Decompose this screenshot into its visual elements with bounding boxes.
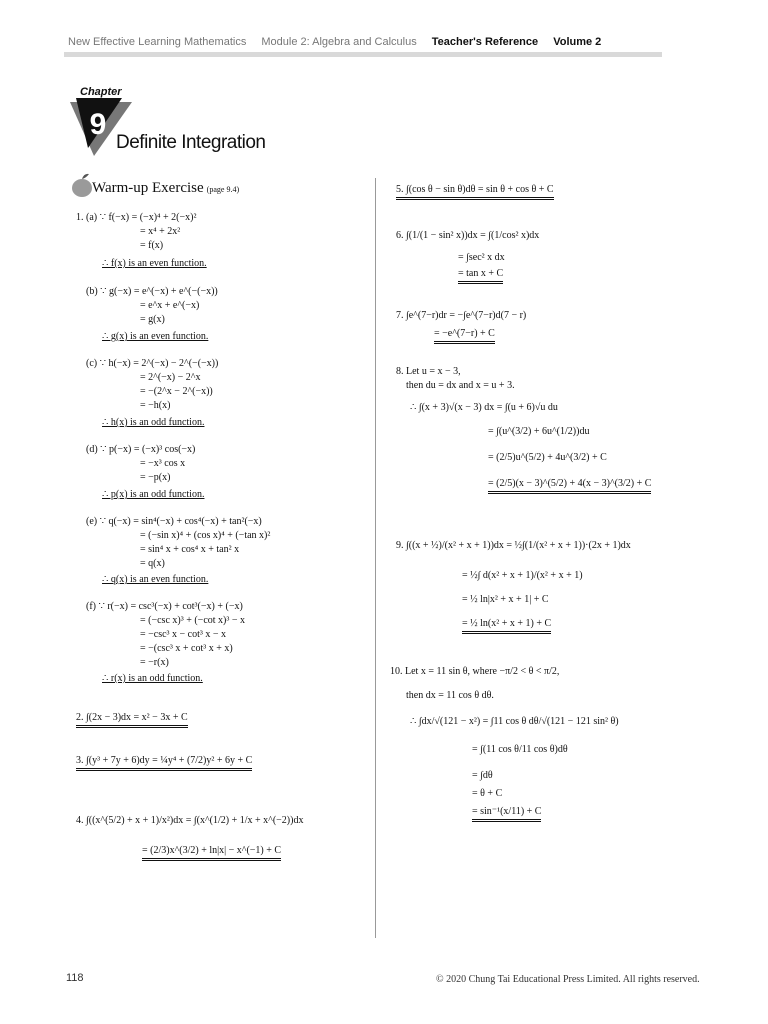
solution-line: 8. Let u = x − 3, — [396, 366, 461, 377]
solution-line: ∴ h(x) is an odd function. — [102, 417, 205, 428]
warmup-page-ref: (page 9.4) — [206, 185, 240, 194]
warmup-heading — [92, 180, 239, 197]
solution-line: = −r(x) — [140, 657, 169, 668]
solution-line: 2. ∫(2x − 3)dx = x² − 3x + C — [76, 712, 188, 728]
chapter-number: 9 — [89, 108, 107, 141]
solution-line: ∴ g(x) is an even function. — [102, 331, 209, 342]
solution-line: = θ + C — [472, 788, 503, 799]
volume-label: Volume 2 — [553, 36, 602, 48]
solution-line: = ∫dθ — [472, 770, 493, 781]
column-divider — [375, 178, 376, 938]
chapter-title: Definite Integration — [116, 132, 266, 153]
copyright-notice: © 2020 Chung Tai Educational Press Limited. All rights reserved. — [436, 974, 700, 985]
solution-line: = (2/3)x^(3/2) + ln|x| − x^(−1) + C — [142, 845, 281, 861]
solution-line: = sin⁻¹(x/11) + C — [472, 806, 541, 822]
solution-line: = −e^(7−r) + C — [434, 328, 495, 344]
solution-line: 3. ∫(y³ + 7y + 6)dy = ¼y⁴ + (7/2)y² + 6y + C — [76, 755, 252, 771]
solution-line: ∴ p(x) is an odd function. — [102, 489, 205, 500]
chapter-label: Chapter — [80, 86, 122, 98]
solution-line: 4. ∫((x^(5/2) + x + 1)/x²)dx = ∫(x^(1/2) + 1/x + x^(−2))dx — [76, 815, 304, 826]
solution-line: = 2^(−x) − 2^x — [140, 372, 201, 383]
solution-line: (e) ∵ q(−x) = sin⁴(−x) + cos⁴(−x) + tan²(−x) — [86, 516, 262, 527]
solution-line: = −(csc³ x + cot³ x + x) — [140, 643, 233, 654]
solution-line: 10. Let x = 11 sin θ, where −π/2 < θ < π/2, — [390, 666, 560, 677]
solution-line: then du = dx and x = u + 3. — [406, 380, 515, 391]
solution-line: = ∫(u^(3/2) + 6u^(1/2))du — [488, 426, 590, 437]
solution-line: then dx = 11 cos θ dθ. — [406, 690, 494, 701]
solution-line: ∴ r(x) is an odd function. — [102, 673, 203, 684]
solution-line: = ½ ln(x² + x + 1) + C — [462, 618, 551, 634]
solution-line: = sin⁴ x + cos⁴ x + tan² x — [140, 544, 240, 555]
solution-line: = (2/5)(x − 3)^(5/2) + 4(x − 3)^(3/2) + C — [488, 478, 651, 494]
solution-line: = x⁴ + 2x² — [140, 226, 181, 237]
solution-line: = (−csc x)³ + (−cot x)³ − x — [140, 615, 245, 626]
solution-line: 5. ∫(cos θ − sin θ)dθ = sin θ + cos θ + C — [396, 184, 554, 200]
solution-line: ∴ ∫(x + 3)√(x − 3) dx = ∫(u + 6)√u du — [410, 402, 558, 413]
solution-line: ∴ ∫dx/√(121 − x²) = ∫11 cos θ dθ/√(121 − 121 sin² θ) — [410, 716, 619, 727]
solution-line: 9. ∫((x + ½)/(x² + x + 1))dx = ½∫(1/(x² + x + 1))·(2x + 1)dx — [396, 540, 631, 551]
solution-line: 7. ∫e^(7−r)dr = −∫e^(7−r)d(7 − r) — [396, 310, 527, 321]
solution-line: = ½ ln|x² + x + 1| + C — [462, 594, 549, 605]
book-title: New Effective Learning Mathematics — [68, 36, 247, 48]
reference-title: Teacher's Reference — [431, 36, 539, 48]
solution-line: = (−sin x)⁴ + (cos x)⁴ + (−tan x)² — [140, 530, 271, 541]
solution-line: 6. ∫(1/(1 − sin² x))dx = ∫(1/cos² x)dx — [396, 230, 540, 241]
solution-line: ∴ q(x) is an even function. — [102, 574, 209, 585]
solution-line: = ½∫ d(x² + x + 1)/(x² + x + 1) — [462, 570, 583, 581]
solution-line: = ∫sec² x dx — [458, 252, 505, 263]
solution-line: = g(x) — [140, 314, 165, 325]
solution-line: = e^x + e^(−x) — [140, 300, 200, 311]
solution-line: ∴ f(x) is an even function. — [102, 258, 207, 269]
module-title: Module 2: Algebra and Calculus — [261, 36, 417, 48]
solution-line: = −p(x) — [140, 472, 171, 483]
solution-line: = q(x) — [140, 558, 165, 569]
solution-line: = −csc³ x − cot³ x − x — [140, 629, 227, 640]
running-header — [68, 36, 601, 48]
solution-line: (c) ∵ h(−x) = 2^(−x) − 2^(−(−x)) — [86, 358, 219, 369]
page-number: 118 — [66, 972, 84, 984]
solution-line: = tan x + C — [458, 268, 503, 284]
solution-line: = −(2^x − 2^(−x)) — [140, 386, 213, 397]
header-rule — [64, 52, 662, 57]
solution-line: (b) ∵ g(−x) = e^(−x) + e^(−(−x)) — [86, 286, 218, 297]
solution-line: (d) ∵ p(−x) = (−x)³ cos(−x) — [86, 444, 196, 455]
solution-line: = −h(x) — [140, 400, 171, 411]
solution-line: (f) ∵ r(−x) = csc³(−x) + cot³(−x) + (−x) — [86, 601, 243, 612]
warmup-title: Warm-up Exercise — [92, 180, 204, 196]
solution-line: = −x³ cos x — [140, 458, 186, 469]
solution-line: = (2/5)u^(5/2) + 4u^(3/2) + C — [488, 452, 607, 463]
apple-icon — [70, 172, 94, 203]
solution-line: = f(x) — [140, 240, 164, 251]
solution-line: 1. (a) ∵ f(−x) = (−x)⁴ + 2(−x)² — [76, 212, 197, 223]
solution-line: = ∫(11 cos θ/11 cos θ)dθ — [472, 744, 568, 755]
